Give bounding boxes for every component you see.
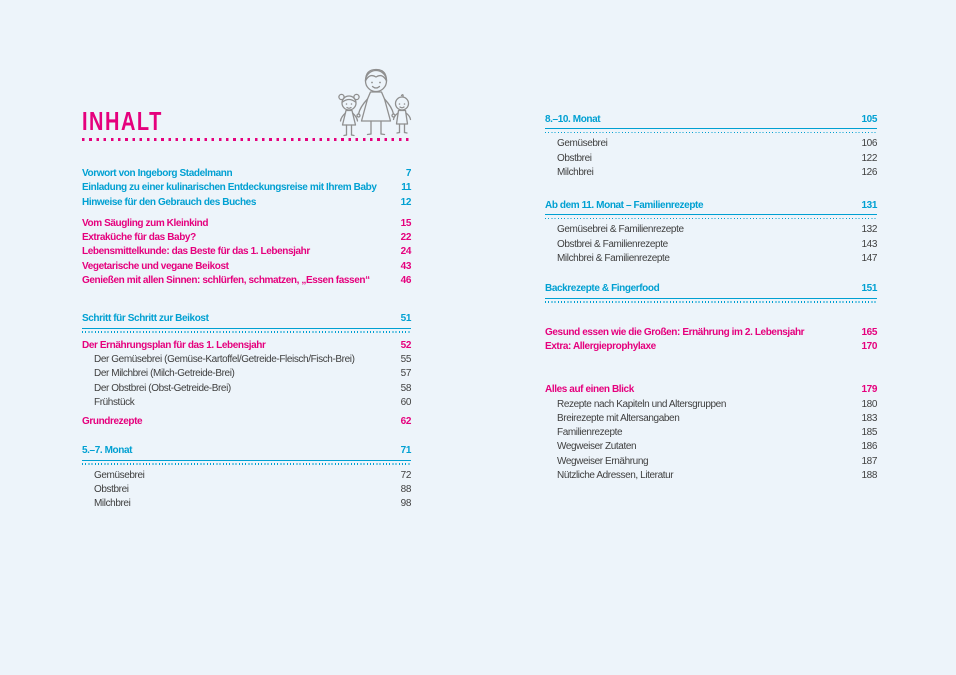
toc-entry-page: 24 bbox=[400, 246, 411, 258]
inhalt-header bbox=[82, 60, 411, 138]
toc-entry bbox=[545, 440, 877, 454]
toc-entry-label: Frühstück bbox=[94, 396, 135, 408]
toc-entry-label: Milchbrei & Familienrezepte bbox=[557, 253, 670, 265]
toc-entry-label: Obstbrei bbox=[557, 152, 592, 164]
toc-group-chapters bbox=[82, 217, 411, 288]
toc-section-monat-11 bbox=[545, 199, 877, 266]
toc-entry bbox=[545, 238, 877, 252]
toc-entry-label: Ab dem 11. Monat – Familienrezepte bbox=[545, 200, 704, 212]
toc-entry-page: 170 bbox=[861, 340, 877, 352]
toc-entry-page: 106 bbox=[861, 138, 877, 150]
toc-entry-label: Obstbrei & Familienrezepte bbox=[557, 238, 668, 250]
section-rule-solid bbox=[82, 460, 411, 461]
toc-entry bbox=[545, 398, 877, 412]
toc-entry-label: Alles auf einen Blick bbox=[545, 384, 634, 396]
toc-entry-label: Backrezepte & Fingerfood bbox=[545, 283, 660, 295]
toc-entry-label: Der Ernährungsplan für das 1. Lebensjahr bbox=[82, 339, 266, 351]
toc-entry-page: 165 bbox=[861, 326, 877, 338]
section-rule-solid bbox=[545, 214, 877, 215]
toc-entry bbox=[82, 367, 411, 381]
toc-entry bbox=[82, 245, 411, 259]
toc-entry-label: Extra: Allergieprophylaxe bbox=[545, 340, 656, 352]
toc-entry-label: Der Milchbrei (Milch-Getreide-Brei) bbox=[94, 368, 235, 380]
toc-entry-page: 55 bbox=[400, 353, 411, 365]
toc-entry-page: 22 bbox=[400, 232, 411, 244]
toc-entry-label: Genießen mit allen Sinnen: schlürfen, schmatzen, „Essen fassen“ bbox=[82, 275, 370, 287]
toc-entry bbox=[82, 181, 411, 195]
toc-entry-page: 46 bbox=[400, 275, 411, 287]
toc-entry bbox=[545, 412, 877, 426]
section-rule-dotted bbox=[545, 132, 877, 134]
toc-entry-label: Familienrezepte bbox=[557, 427, 623, 439]
toc-entry-label: Der Gemüsebrei (Gemüse-Kartoffel/Getreide-Fleisch/Fisch-Brei) bbox=[94, 353, 355, 365]
toc-entry-page: 185 bbox=[861, 427, 877, 439]
toc-entry bbox=[82, 339, 411, 353]
toc-entry-page: 180 bbox=[861, 398, 877, 410]
toc-entry-page: 52 bbox=[400, 339, 411, 351]
toc-entry-label: Breirezepte mit Altersangaben bbox=[557, 412, 680, 424]
toc-entry-page: 122 bbox=[861, 152, 877, 164]
toc-section-heading bbox=[545, 282, 877, 296]
toc-entry-label: Vom Säugling zum Kleinkind bbox=[82, 217, 209, 229]
toc-entry-label: Schritt für Schritt zur Beikost bbox=[82, 313, 209, 325]
toc-entry-page: 11 bbox=[401, 182, 411, 194]
toc-entry-label: Milchbrei bbox=[557, 166, 594, 178]
toc-entry-label: Gemüsebrei & Familienrezepte bbox=[557, 224, 684, 236]
toc-entry-label: 8.–10. Monat bbox=[545, 114, 601, 125]
toc-entry-page: 186 bbox=[861, 441, 877, 453]
toc-entry bbox=[82, 483, 411, 497]
toc-entry bbox=[82, 415, 411, 429]
toc-entry-label: Hinweise für den Gebrauch des Buches bbox=[82, 196, 256, 208]
section-rule-dotted bbox=[545, 218, 877, 220]
toc-section-beikost bbox=[82, 312, 411, 332]
section-rule-dotted bbox=[82, 463, 411, 465]
toc-group-alles-auf-einen-blick bbox=[545, 383, 877, 483]
toc-group-gesund-essen bbox=[545, 326, 877, 355]
toc-entry-page: 72 bbox=[400, 469, 411, 481]
toc-entry-label: Vorwort von Ingeborg Stadelmann bbox=[82, 168, 233, 179]
toc-entry bbox=[545, 137, 877, 151]
toc-entry-page: 60 bbox=[400, 396, 411, 408]
title-dotted-rule bbox=[82, 138, 411, 141]
section-rule-solid bbox=[545, 298, 877, 299]
toc-entry-page: 187 bbox=[861, 455, 877, 467]
toc-entry-label: Gemüsebrei bbox=[557, 138, 608, 150]
toc-section-heading bbox=[545, 199, 877, 213]
toc-entry-label: 5.–7. Monat bbox=[82, 445, 133, 457]
toc-entry-label: Milchbrei bbox=[94, 498, 131, 510]
toc-entry bbox=[545, 340, 877, 354]
toc-entry-page: 105 bbox=[861, 114, 877, 125]
toc-section-monat-8-10 bbox=[545, 113, 877, 180]
toc-entry-page: 132 bbox=[861, 224, 877, 236]
toc-entry-page: 131 bbox=[861, 200, 877, 212]
toc-entry-label: Rezepte nach Kapiteln und Altersgruppen bbox=[557, 398, 726, 410]
toc-entry-page: 12 bbox=[400, 196, 411, 208]
toc-entry-label: Wegweiser Ernährung bbox=[557, 455, 649, 467]
toc-section-heading bbox=[545, 113, 877, 127]
toc-entry-label: Einladung zu einer kulinarischen Entdeckungsreise mit Ihrem Baby bbox=[82, 182, 377, 194]
toc-entry-label: Obstbrei bbox=[94, 484, 129, 496]
toc-section-heading bbox=[82, 444, 411, 458]
toc-entry-label: Gemüsebrei bbox=[94, 469, 145, 481]
toc-entry bbox=[545, 469, 877, 483]
page-title: INHALT bbox=[82, 107, 163, 137]
toc-entry-page: 147 bbox=[861, 253, 877, 265]
toc-entry bbox=[545, 455, 877, 469]
toc-entry-page: 57 bbox=[400, 368, 411, 380]
toc-entry-page: 179 bbox=[861, 384, 877, 396]
toc-entry bbox=[545, 223, 877, 237]
toc-left-column bbox=[82, 60, 411, 512]
toc-entry-page: 58 bbox=[400, 382, 411, 394]
toc-entry-label: Wegweiser Zutaten bbox=[557, 441, 637, 453]
toc-right-column bbox=[545, 113, 877, 483]
toc-entry bbox=[82, 167, 411, 181]
toc-entry-page: 15 bbox=[400, 217, 411, 229]
toc-entry bbox=[82, 396, 411, 410]
toc-entry-label: Vegetarische und vegane Beikost bbox=[82, 260, 229, 272]
toc-entry-page: 98 bbox=[400, 498, 411, 510]
toc-entry bbox=[82, 497, 411, 511]
toc-entry-page: 183 bbox=[861, 412, 877, 424]
toc-entry bbox=[82, 196, 411, 210]
section-rule-dotted bbox=[545, 301, 877, 303]
toc-entry-label: Lebensmittelkunde: das Beste für das 1. Lebensjahr bbox=[82, 246, 310, 258]
toc-entry-page: 51 bbox=[400, 313, 411, 325]
toc-entry bbox=[82, 274, 411, 288]
toc-group-front-matter bbox=[82, 167, 411, 210]
toc-entry bbox=[545, 152, 877, 166]
toc-entry bbox=[82, 469, 411, 483]
section-rule-solid bbox=[82, 328, 411, 329]
toc-entry-page: 62 bbox=[400, 416, 411, 428]
toc-section-heading bbox=[82, 312, 411, 326]
toc-entry-page: 188 bbox=[861, 470, 877, 481]
toc-entry-page: 151 bbox=[861, 283, 877, 295]
toc-section-backrezepte bbox=[545, 282, 877, 302]
toc-entry bbox=[82, 353, 411, 367]
toc-entry-page: 71 bbox=[400, 445, 411, 457]
toc-entry bbox=[82, 382, 411, 396]
toc-entry bbox=[82, 217, 411, 231]
toc-entry-label: Nützliche Adressen, Literatur bbox=[557, 470, 674, 481]
section-rule-dotted bbox=[82, 331, 411, 333]
toc-entry-page: 7 bbox=[405, 168, 411, 179]
toc-entry bbox=[82, 260, 411, 274]
family-illustration-icon bbox=[336, 66, 414, 138]
section-rule-solid bbox=[545, 128, 877, 129]
toc-entry bbox=[545, 326, 877, 340]
toc-entry bbox=[545, 426, 877, 440]
toc-entry-label: Grundrezepte bbox=[82, 416, 143, 428]
toc-entry-label: Gesund essen wie die Großen: Ernährung im 2. Lebensjahr bbox=[545, 326, 805, 338]
toc-group-ernaehrungsplan bbox=[82, 339, 411, 430]
toc-entry bbox=[545, 166, 877, 180]
toc-entry-page: 88 bbox=[400, 484, 411, 496]
toc-entry-page: 143 bbox=[861, 238, 877, 250]
toc-section-monat-5-7 bbox=[82, 444, 411, 511]
toc-entry-page: 126 bbox=[861, 166, 877, 178]
toc-entry bbox=[82, 231, 411, 245]
toc-entry bbox=[545, 252, 877, 266]
toc-entry bbox=[545, 383, 877, 397]
toc-entry-label: Der Obstbrei (Obst-Getreide-Brei) bbox=[94, 382, 231, 394]
toc-entry-page: 43 bbox=[400, 260, 411, 272]
toc-entry-label: Extraküche für das Baby? bbox=[82, 232, 196, 244]
